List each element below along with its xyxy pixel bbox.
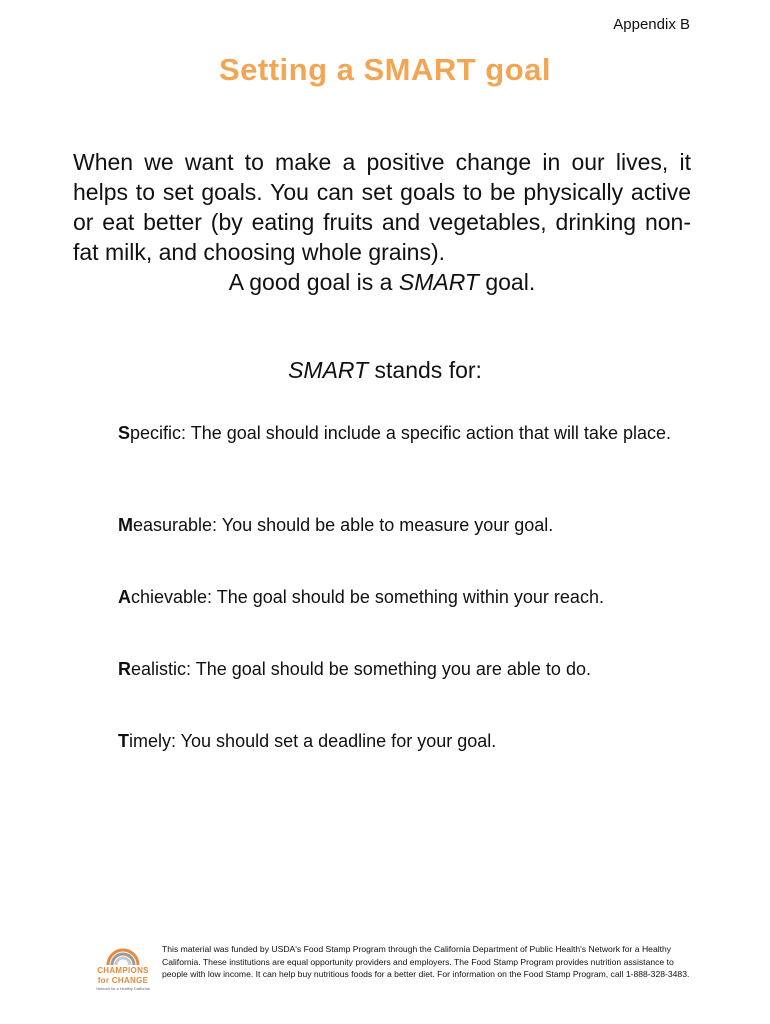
good-goal-emph: SMART (398, 269, 479, 295)
good-goal-prefix: A good goal is a (228, 269, 399, 295)
definition-specific (118, 421, 698, 513)
definition-initial: S (118, 423, 131, 443)
definition-initial: M (118, 515, 133, 535)
definition-initial: T (118, 731, 129, 751)
definition-initial: A (118, 587, 131, 607)
logo-line-1: CHAMPIONS (97, 966, 149, 975)
definition-initial: R (118, 659, 131, 679)
logo-tagline: Network for a Healthy California (96, 987, 150, 991)
definition-text: ealistic: The goal should be something you are able to do. (131, 659, 591, 679)
intro-text: When we want to make a positive change in our lives, it helps to set goals. You can set goals to be physically active or eat better (by eating fruits and vegetables, drinking non-fat milk, and choosing whole grains). (73, 149, 691, 265)
definition-text: imely: You should set a deadline for your goal. (129, 731, 497, 751)
funding-disclaimer: This material was funded by USDA's Food Stamp Program through the California Department of Public Health's Network for a Healthy California. These institutions are equal opportunity providers and employers. The Food Stamp Program provides nutrition assistance to people with low income. It can help buy nutritious foods for a better diet. For information on the Food Stamp Program, call 1-888-328-3483. (162, 944, 690, 979)
definition-realistic (118, 657, 698, 729)
page-title: Setting a SMART goal (218, 52, 552, 87)
stands-for-emph: SMART (288, 357, 369, 383)
definitions-list (118, 421, 698, 801)
definition-measurable (118, 513, 698, 585)
definition-text: easurable: You should be able to measure your goal. (133, 515, 554, 535)
good-goal-suffix: goal. (478, 269, 536, 295)
definition-text: chievable: The goal should be something within your reach. (131, 587, 604, 607)
definition-timely (118, 729, 698, 801)
stands-for-text: stands for: (368, 357, 482, 383)
logo-line-2: for CHANGE (97, 976, 149, 985)
good-goal-line (73, 267, 691, 297)
logo-wordmark (92, 966, 154, 986)
intro-paragraph (73, 147, 691, 297)
stands-for-heading (0, 357, 770, 384)
definition-achievable (118, 585, 698, 657)
appendix-label: Appendix B (613, 16, 690, 33)
definition-text: pecific: The goal should include a specific action that will take place. (130, 423, 671, 443)
